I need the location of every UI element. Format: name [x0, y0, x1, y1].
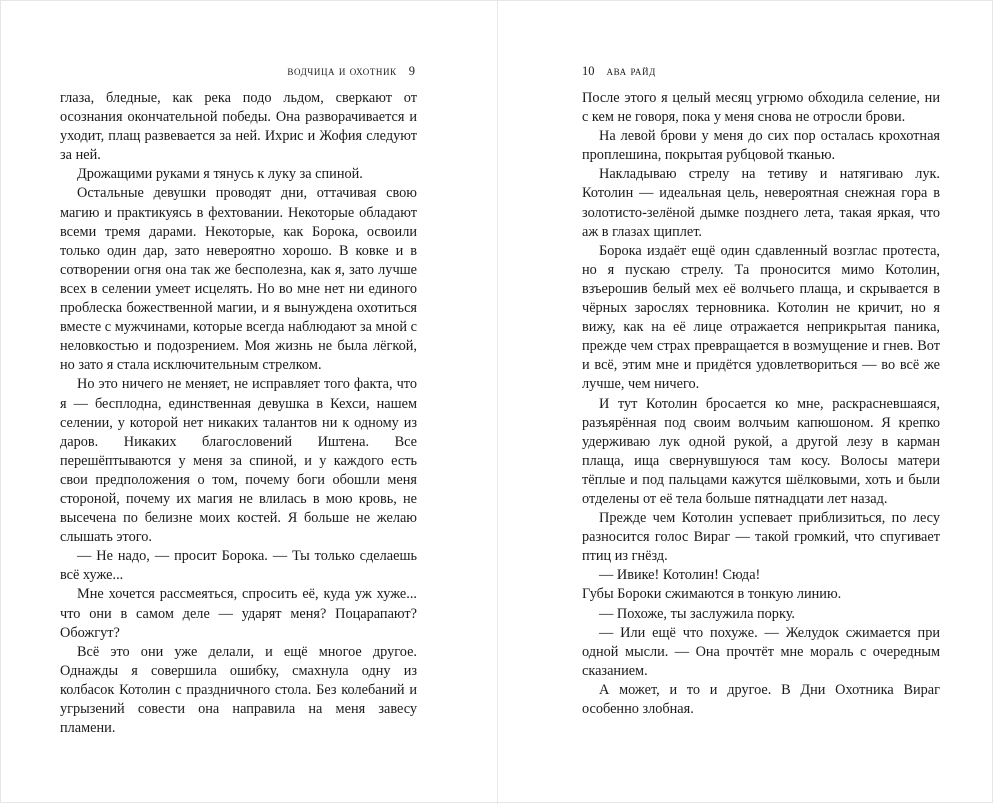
body-text [582, 89, 940, 719]
paragraph: Борока издаёт ещё один сдавленный возглас протеста, но я пускаю стрелу. Та проносится мимо Котолин, взъерошив белый мех её волчьего плаща, и скрывается в чёрных зарослях терновника. Котолин не кричит, но я вижу, как на её лице отражается неприкрытая паника, прежде чем страх превращается в возмущение и гнев. Вот и всё, этим мне и придётся удовлетвориться — во всё же лучше, чем ничего. [582, 242, 940, 393]
running-head-title: водчица и охотник [287, 64, 397, 78]
paragraph: А может, и то и другое. В Дни Охотника Вираг особенно злобная. [582, 681, 940, 717]
paragraph: глаза, бледные, как река подо льдом, сверкают от осознания окончательной победы. Она разворачивается и уходит, плащ развевается за ней. Ихрис и Жофия следуют за ней. [60, 90, 417, 164]
page-number: 10 [582, 64, 595, 78]
paragraph: — Не надо, — просит Борока. — Ты только сделаешь всё хуже... [60, 548, 417, 584]
left-page [1, 1, 497, 804]
paragraph: — Ивике! Котолин! Сюда! [599, 567, 761, 584]
paragraph: Остальные девушки проводят дни, оттачивая свою магию и практикуясь в фехтовании. Некоторые обладают всеми тремя дарами. Некоторые, как Борока, освоили только один дар, зато невероятно хорошо. В ковке и в сотворении огня она так же бесполезна, как я, зато лучше всех в селении умеет исцелять. Но во мне нет ни единого проблеска божественной магии, и я вынуждена охотиться вместе с мужчинами, которые всегда наблюдают за мной с неловкостью и подозрением. Моя жизнь не была лёгкой, но зато я стала исключительным стрелком. [60, 185, 417, 374]
paragraph: Прежде чем Котолин успевает приблизиться, по лесу разносится голос Вираг — такой громкий, что спугивает птиц из гнёзд. [582, 510, 940, 565]
paragraph: Губы Бороки сжимаются в тонкую линию. [582, 586, 842, 603]
paragraph: После этого я целый месяц угрюмо обходила селение, ни с кем не говоря, пока у меня снова не отросли брови. [582, 90, 940, 126]
paragraph: Но это ничего не меняет, не исправляет того факта, что я — бесплодна, единственная девушка в Кехси, нашем селении, у которой нет никаких талантов ни к одному из даров. Никаких благословений Иштена. Все перешёптываются у меня за спиной, и у каждого есть свои предположения о том, почему боги обошли меня стороной, почему их магия не влилась в мою кровь, не высечена по белизне моих костей. Я больше не желаю слышать этого. [60, 376, 417, 546]
running-head-title: ава райд [606, 64, 656, 78]
paragraph: — Или ещё что похуже. — Желудок сжимается при одной мысли. — Она прочтёт мне мораль с очередным сказанием. [582, 624, 940, 679]
paragraph: Накладываю стрелу на тетиву и натягиваю лук. Котолин — идеальная цель, невероятная снежная гора в золотисто-зелёной дымке позднего лета, такая яркая, что аж в глазах щиплет. [582, 166, 940, 240]
running-head [287, 64, 415, 79]
paragraph: На левой брови у меня до сих пор осталась крохотная проплешина, покрытая рубцовой тканью. [582, 128, 940, 164]
paragraph: Мне хочется рассмеяться, спросить её, куда уж хуже... что они в самом деле — ударят меня? Поцарапают? Обожгут? [60, 586, 417, 641]
paragraph: Дрожащими руками я тянусь к луку за спиной. [77, 166, 363, 183]
right-page [498, 1, 993, 804]
running-head [582, 64, 656, 79]
paragraph: — Похоже, ты заслужила порку. [599, 605, 795, 622]
paragraph: Всё это они уже делали, и ещё многое другое. Однажды я совершила ошибку, смахнула одну из колбасок Котолин с праздничного стола. Без колебаний и угрызений совести она направила на меня завесу пламени. [60, 643, 417, 737]
paragraph: И тут Котолин бросается ко мне, раскрасневшаяся, разъярённая под своим волчьим капюшоном. Я крепко удерживаю лук одной рукой, а другой лезу в карман плаща, ища свернувшуюся там косу. Волосы матери тёплые и под пальцами кажутся шёлковыми, хоть и были отделены от её тела больше пятнадцати лет назад. [582, 395, 940, 507]
page-number: 9 [408, 64, 415, 78]
body-text [60, 89, 417, 738]
